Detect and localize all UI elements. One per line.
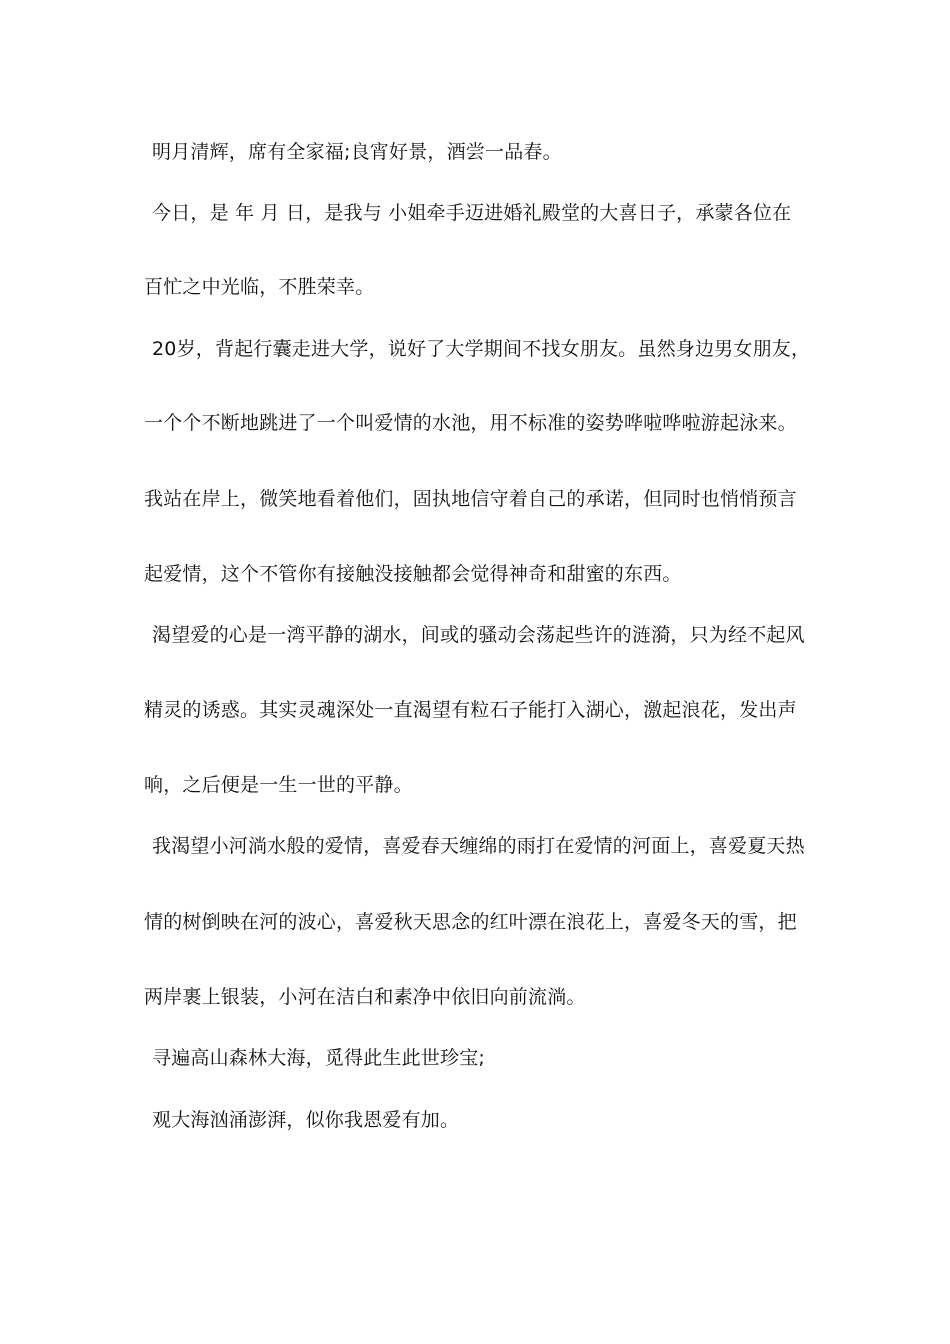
- text-line-14: 寻遍高山森林大海，觅得此生此世珍宝;: [152, 1047, 486, 1069]
- text-line-9: 精灵的诱惑。其实灵魂深处一直渴望有粒石子能打入湖心，激起浪花，发出声: [144, 699, 797, 721]
- text-line-12: 情的树倒映在河的波心，喜爱秋天思念的红叶漂在浪花上，喜爱冬天的雪，把: [144, 911, 797, 933]
- text-line-8: 渴望爱的心是一湾平静的湖水，间或的骚动会荡起些许的涟漪，只为经不起风: [152, 624, 805, 646]
- text-line-10: 响，之后便是一生一世的平静。: [144, 774, 413, 796]
- text-line-13: 两岸裹上银装，小河在洁白和素净中依旧向前流淌。: [144, 986, 586, 1008]
- text-line-5: 一个个不断地跳进了一个叫爱情的水池，用不标准的姿势哗啦哗啦游起泳来。: [144, 412, 797, 434]
- text-line-7: 起爱情，这个不管你有接触没接触都会觉得神奇和甜蜜的东西。: [144, 563, 682, 585]
- text-line-3: 百忙之中光临，不胜荣幸。: [144, 276, 375, 298]
- text-line-2: 今日，是 年 月 日，是我与 小姐牵手迈进婚礼殿堂的大喜日子，承蒙各位在: [152, 202, 792, 224]
- text-line-6: 我站在岸上，微笑地看着他们，固执地信守着自己的承诺，但同时也悄悄预言: [144, 488, 797, 510]
- text-line-15: 观大海汹涌澎湃，似你我恩爱有加。: [152, 1109, 460, 1131]
- text-line-11: 我渴望小河淌水般的爱情，喜爱春天缠绵的雨打在爱情的河面上，喜爱夏天热: [152, 835, 805, 857]
- text-line-1: 明月清辉，席有全家福;良宵好景，酒尝一品春。: [152, 141, 562, 163]
- text-line-4: 20岁，背起行囊走进大学，说好了大学期间不找女朋友。虽然身边男女朋友，: [152, 338, 811, 360]
